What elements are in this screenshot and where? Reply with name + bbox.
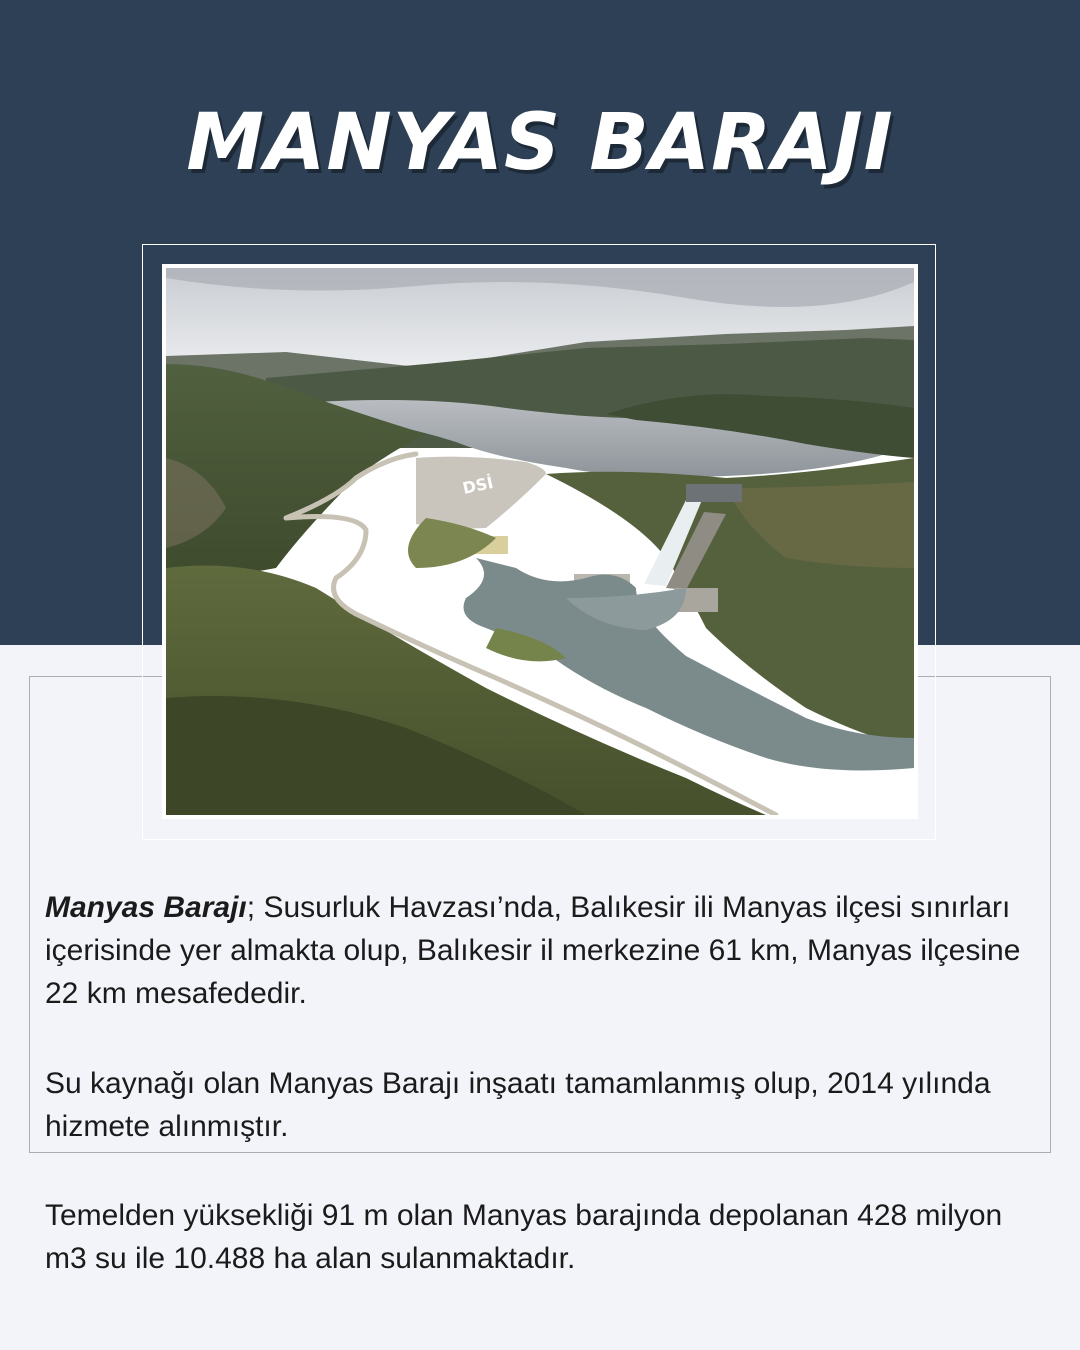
page-title: MANYAS BARAJI (186, 98, 894, 188)
dsi-sign: DSİ (460, 472, 495, 498)
intro-text: ; Susurluk Havzası’nda, Balıkesir ili Manyas ilçesi sınırları içerisinde yer almakta olup, Balıkesir il merkezine 61 km, Manyas ilçesine 22 km mesafededir. (45, 891, 1021, 1010)
dam-photo (162, 264, 918, 819)
dam-aerial-photo-icon (166, 268, 914, 815)
intro-paragraph (45, 886, 1035, 1015)
construction-paragraph: Su kaynağı olan Manyas Barajı inşaatı tamamlanmış olup, 2014 yılında hizmete alınmıştır. (45, 1067, 991, 1143)
intro-lead: Manyas Barajı (45, 891, 247, 924)
capacity-paragraph: Temelden yüksekliği 91 m olan Manyas barajında depolanan 428 milyon m3 su ile 10.488 ha alan sulanmaktadır. (45, 1199, 1003, 1275)
